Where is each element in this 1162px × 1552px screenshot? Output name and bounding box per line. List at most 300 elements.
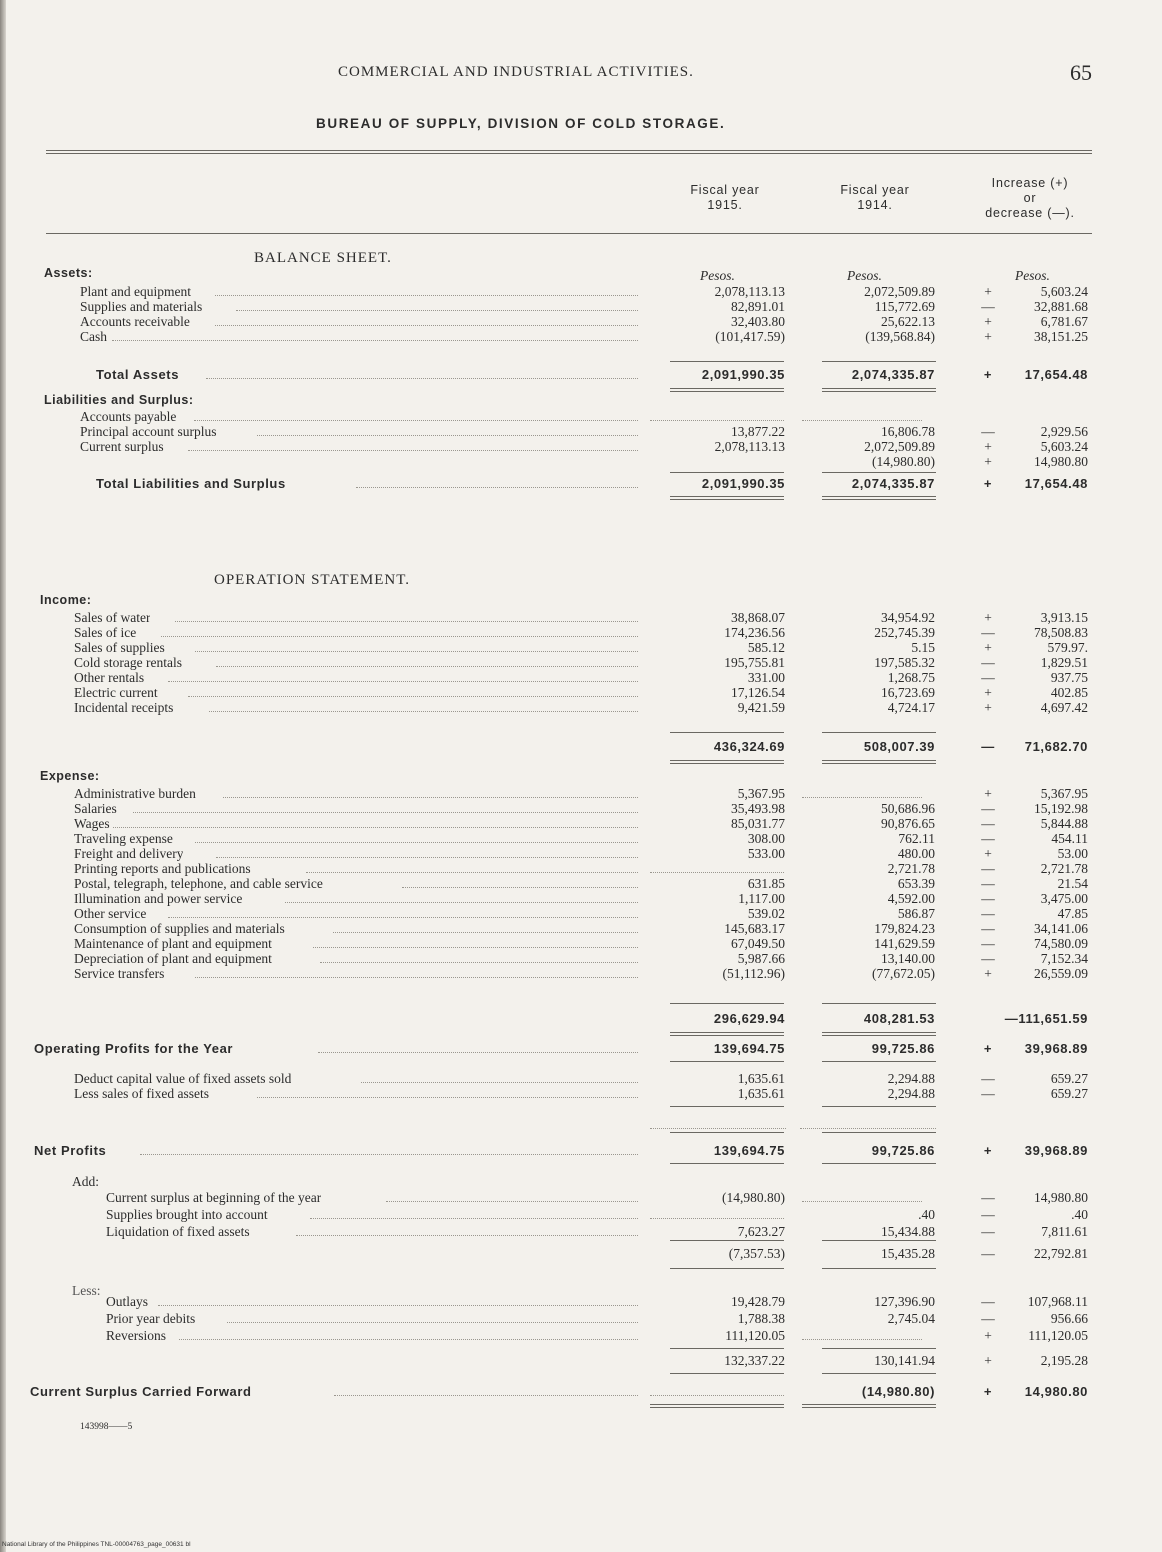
value-change: 402.85 [1050,685,1088,700]
value-change: 111,120.05 [1028,1328,1088,1343]
unit-1914: Pesos. [847,268,882,283]
empty-dots [802,1190,922,1202]
value-change: 956.66 [1050,1311,1088,1326]
operating-profits-1915: 139,694.75 [713,1041,785,1056]
leader-dots [257,1086,638,1098]
leader-dots [361,1071,638,1083]
less-rule-1915 [670,1348,784,1349]
value-change: 7,152.34 [1040,951,1088,966]
row-label: Cold storage rentals [74,655,182,670]
less-label: Less: [72,1283,101,1298]
change-sign: — [981,816,995,831]
row-label: Liquidation of fixed assets [106,1224,250,1239]
leader-dots [333,921,638,933]
leader-dots [112,329,638,341]
empty-dots [650,1207,784,1219]
value-1915: 17,126.54 [731,685,785,700]
total-assets-label: Total Assets [96,367,180,382]
change-sign: — [981,1207,995,1222]
carried-double-rule-1914 [802,1404,936,1408]
net-rule-1915 [670,1163,784,1164]
change-sign: — [981,1071,995,1086]
value-1915: 145,683.17 [724,921,785,936]
leader-dots [334,1384,638,1396]
value-1914: 15,434.88 [881,1224,935,1239]
net-profits-label: Net Profits [34,1143,107,1158]
income-total-1914: 508,007.39 [863,739,935,754]
change-sign: — [981,670,995,685]
change-sign: — [981,424,995,439]
value-1914: 90,876.65 [881,816,935,831]
leader-dots [194,409,638,421]
value-1914: 34,954.92 [881,610,935,625]
footer-code: 143998——5 [80,1422,133,1432]
value-1915: (51,112.96) [722,966,785,981]
table-row [0,891,1162,907]
value-1915: 111,120.05 [725,1328,785,1343]
row-label: Freight and delivery [74,846,184,861]
income-sum-rule-1914 [822,732,936,733]
leader-dots [140,1143,638,1155]
value-1915: 5,987.66 [737,951,785,966]
leader-dots [195,966,638,978]
value-change: 1,829.51 [1040,655,1088,670]
table-row [0,846,1162,862]
add-total-row [0,1246,1162,1262]
net-profits-1914: 99,725.86 [871,1143,935,1158]
total-liabilities-label: Total Liabilities and Surplus [96,476,286,491]
leader-dots [223,786,638,798]
leader-dots [188,685,638,697]
row-label: Current surplus at beginning of the year [106,1190,322,1205]
row-label: Traveling expense [74,831,173,846]
net-profits-sign: + [983,1143,993,1158]
value-1915: 631.85 [747,876,785,891]
total-liabilities-sign: + [983,476,993,491]
value-1915: 5,367.95 [737,786,785,801]
expense-total-1915: 296,629.94 [713,1011,785,1026]
leader-dots [161,625,638,637]
value-1914: 2,294.88 [887,1071,935,1086]
value-1915: 7,623.27 [737,1224,785,1239]
col-change-line1: Increase (+) [991,176,1069,190]
table-row [0,424,1162,440]
income-label: Income: [40,593,92,607]
value-1915: 308.00 [747,831,785,846]
change-sign: + [984,966,992,981]
value-1914: 197,585.32 [874,655,935,670]
row-label: Electric current [74,685,158,700]
leader-dots [113,816,639,828]
total-assets-1915: 2,091,990.35 [701,367,785,382]
value-1915: 32,403.80 [731,314,785,329]
less-total-change: 2,195.28 [1040,1353,1088,1368]
column-header-rule [46,233,1092,234]
leader-dots [179,1328,638,1340]
table-row [0,921,1162,937]
change-sign: — [981,951,995,966]
table-row [0,685,1162,701]
table-row [0,1086,1162,1102]
add-rule-1914 [822,1240,936,1241]
change-sign: — [981,876,995,891]
less-total-row [0,1353,1162,1369]
row-label: Cash [80,329,107,344]
change-sign: — [981,655,995,670]
table-row [0,1071,1162,1087]
add-total-1914: 15,435.28 [881,1246,935,1261]
leader-dots [320,951,639,963]
table-row [0,329,1162,345]
row-label: Sales of water [74,610,151,625]
change-sign: — [981,861,995,876]
net-profits-1915: 139,694.75 [713,1143,785,1158]
running-head: COMMERCIAL AND INDUSTRIAL ACTIVITIES. [338,64,694,80]
leader-dots [257,424,639,436]
value-1915: 2,078,113.13 [714,284,785,299]
value-1915: 19,428.79 [731,1294,785,1309]
table-row [0,861,1162,877]
liab-double-rule-1914 [822,496,936,500]
value-1914: 653.39 [897,876,935,891]
value-1915: 35,493.98 [731,801,785,816]
value-change: 5,603.24 [1040,284,1088,299]
table-row [0,876,1162,892]
change-sign: — [981,1190,995,1205]
income-double-rule-1914 [822,760,936,764]
row-label: Consumption of supplies and materials [74,921,285,936]
col-header-1915 [660,183,790,213]
row-label: Supplies and materials [80,299,203,314]
value-1915: 1,117.00 [738,891,785,906]
change-sign: + [984,329,992,344]
operating-profits-sign: + [983,1041,993,1056]
add-total-change: 22,792.81 [1034,1246,1088,1261]
deduct-rule-1915 [670,1106,784,1107]
assets-double-rule-1914 [822,388,936,392]
value-change: 32,881.68 [1034,299,1088,314]
empty-dots [650,409,784,421]
operation-statement-title: OPERATION STATEMENT. [214,572,411,588]
value-1914: 115,772.69 [874,299,935,314]
value-1915: 195,755.81 [724,655,785,670]
value-1915: 85,031.77 [731,816,785,831]
add-label: Add: [72,1174,99,1189]
income-total-change: 71,682.70 [1024,739,1088,754]
row-label: Less sales of fixed assets [74,1086,209,1101]
table-row [0,314,1162,330]
value-change: 15,192.98 [1034,801,1088,816]
table-row [0,1224,1162,1240]
value-change: 3,913.15 [1040,610,1088,625]
row-label: Outlays [106,1294,148,1309]
row-label: Sales of supplies [74,640,165,655]
liab-double-rule-1915 [670,496,784,500]
value-1914: 4,592.00 [887,891,935,906]
income-total-row [0,739,1162,755]
value-change: 5,603.24 [1040,439,1088,454]
operating-rule-1914 [822,1061,936,1062]
change-sign: — [981,936,995,951]
change-sign: — [981,831,995,846]
row-label: Service transfers [74,966,165,981]
add-total-1915: (7,357.53) [728,1246,785,1261]
change-sign: — [981,299,995,314]
col-1915-line1: Fiscal year [690,183,760,197]
value-1915: 1,635.61 [737,1086,785,1101]
row-label: Depreciation of plant and equipment [74,951,272,966]
value-1915: 174,236.56 [724,625,785,640]
row-label: Principal account surplus [80,424,217,439]
col-change-line2: or [1023,191,1037,205]
value-1914: 4,724.17 [887,700,935,715]
total-assets-sign: + [983,367,993,382]
value-change: 2,721.78 [1040,861,1088,876]
value-1915: 9,421.59 [737,700,785,715]
leader-dots [216,846,638,858]
value-change: 34,141.06 [1034,921,1088,936]
row-label: Other rentals [74,670,145,685]
value-change: 454.11 [1051,831,1088,846]
col-change-line3: decrease (—). [985,206,1075,220]
leader-dots [402,876,638,888]
table-row [0,284,1162,300]
operating-profits-change: 39,968.89 [1024,1041,1088,1056]
row-label: Accounts payable [80,409,177,424]
value-1914: .40 [918,1207,935,1222]
change-sign: + [984,685,992,700]
col-header-1914 [810,183,940,213]
value-1914: 50,686.96 [881,801,935,816]
row-label: Prior year debits [106,1311,196,1326]
value-change: 14,980.80 [1034,1190,1088,1205]
value-1914: 5.15 [911,640,935,655]
value-1915: (14,980.80) [722,1190,785,1205]
change-sign: + [984,439,992,454]
less-total-1915: 132,337.22 [724,1353,785,1368]
add-total-rule-1914 [822,1268,936,1269]
carried-forward-label: Current Surplus Carried Forward [30,1384,252,1399]
value-1914: 2,745.04 [887,1311,935,1326]
value-change: 5,367.95 [1040,786,1088,801]
change-sign: — [981,1086,995,1101]
change-sign: — [981,625,995,640]
value-change: 38,151.25 [1034,329,1088,344]
value-change: 26,559.09 [1034,966,1088,981]
col-header-change [960,176,1100,221]
table-row [0,936,1162,952]
value-change: 2,929.56 [1040,424,1088,439]
assets-double-rule-1915 [670,388,784,392]
leader-dots [195,640,638,652]
net-profits-change: 39,968.89 [1024,1143,1088,1158]
value-1915: 539.02 [747,906,785,921]
value-1915: 331.00 [747,670,785,685]
empty-dots-1914 [800,1117,936,1129]
value-1914: 141,629.59 [874,936,935,951]
leader-dots [236,299,638,311]
empty-dots [802,409,922,421]
leader-dots [195,831,638,843]
row-label: Printing reports and publications [74,861,251,876]
value-change: 579.97. [1047,640,1088,655]
value-1914: (14,980.80) [872,454,935,469]
unit-1915: Pesos. [700,268,735,283]
change-sign: + [984,314,992,329]
value-1915: (101,417.59) [715,329,785,344]
empty-dots-1915 [650,1384,784,1396]
net-profits-row [0,1143,1162,1159]
value-1915: 2,078,113.13 [714,439,785,454]
value-1915: 1,635.61 [737,1071,785,1086]
col-1914-line1: Fiscal year [840,183,910,197]
value-change: .40 [1071,1207,1088,1222]
value-1914: 16,723.69 [881,685,935,700]
row-label: Reversions [106,1328,166,1343]
less-total-1914: 130,141.94 [874,1353,935,1368]
less-total-rule-1915 [670,1373,784,1374]
liabilities-label: Liabilities and Surplus: [44,393,194,407]
change-sign: — [981,891,995,906]
row-label: Salaries [74,801,117,816]
leader-dots [175,610,638,622]
value-change: 659.27 [1050,1071,1088,1086]
change-sign: — [981,801,995,816]
row-label: Deduct capital value of fixed assets sold [74,1071,292,1086]
deduct-rule-1914 [822,1106,936,1107]
less-rule-1914 [822,1348,936,1349]
value-change: 47.85 [1057,906,1088,921]
change-sign: + [984,700,992,715]
add-total-sign: — [981,1246,995,1261]
leader-dots [285,891,638,903]
change-sign: — [981,1224,995,1239]
net-rule-1914 [822,1163,936,1164]
table-row [0,439,1162,455]
carried-forward-row [0,1384,1162,1400]
value-1914: 13,140.00 [881,951,935,966]
leader-dots [209,700,638,712]
row-label: Supplies brought into account [106,1207,268,1222]
leader-dots [313,936,638,948]
value-1915: 82,891.01 [731,299,785,314]
operating-rule-1915 [670,1061,784,1062]
leader-dots [296,1224,638,1236]
row-label: Sales of ice [74,625,137,640]
value-change: 937.75 [1050,670,1088,685]
value-1915: 38,868.07 [731,610,785,625]
value-1914: 127,396.90 [874,1294,935,1309]
carried-forward-change: 14,980.80 [1024,1384,1088,1399]
row-label: Other service [74,906,147,921]
table-row [0,700,1162,716]
expense-sum-rule-1915 [670,1003,784,1004]
table-row [0,1311,1162,1327]
value-1914: 2,721.78 [887,861,935,876]
table-row [0,299,1162,315]
row-label: Current surplus [80,439,164,454]
change-sign: — [981,1294,995,1309]
liab-sum-rule-1915 [670,472,784,473]
change-sign: + [984,610,992,625]
change-sign: + [984,846,992,861]
income-sum-rule-1915 [670,732,784,733]
row-label: Accounts receivable [80,314,190,329]
table-row [0,951,1162,967]
carried-double-rule-1915 [650,1404,784,1408]
total-assets-row [0,367,1162,383]
table-row [0,670,1162,686]
table-row [0,625,1162,641]
change-sign: + [984,786,992,801]
page-subtitle: BUREAU OF SUPPLY, DIVISION OF COLD STORAGE. [316,116,726,131]
total-liabilities-1915: 2,091,990.35 [701,476,785,491]
operating-profits-row [0,1041,1162,1057]
table-row [0,1294,1162,1310]
table-row [0,816,1162,832]
value-1915: 67,049.50 [731,936,785,951]
leader-dots [386,1190,638,1202]
value-change: 659.27 [1050,1086,1088,1101]
expense-sum-rule-1914 [822,1003,936,1004]
value-change: 21.54 [1057,876,1088,891]
total-assets-change: 17,654.48 [1024,367,1088,382]
value-1914: 252,745.39 [874,625,935,640]
change-sign: + [984,454,992,469]
value-change: 6,781.67 [1040,314,1088,329]
balance-sheet-title: BALANCE SHEET. [254,250,392,266]
leader-dots [227,1311,638,1323]
value-change: 3,475.00 [1040,891,1088,906]
empty-dots [802,786,922,798]
total-assets-1914: 2,074,335.87 [851,367,935,382]
table-row [0,801,1162,817]
leader-dots [168,906,638,918]
leader-dots [158,1294,638,1306]
table-row [0,1207,1162,1223]
assets-sum-rule-1915 [670,361,784,362]
col-1914-line2: 1914. [857,198,893,212]
value-1914: (77,672.05) [872,966,935,981]
empty-dots [650,861,784,873]
value-1914: 1,268.75 [887,670,935,685]
table-row [0,655,1162,671]
value-1914: 762.11 [898,831,935,846]
empty-dots [802,1328,922,1340]
expense-double-rule-1914 [822,1032,936,1036]
add-rule-1915 [670,1240,784,1241]
units-row [0,268,1162,284]
leader-dots [306,861,638,873]
table-row [0,610,1162,626]
leader-dots [318,1041,638,1053]
row-label: Maintenance of plant and equipment [74,936,272,951]
less-total-rule-1914 [822,1373,936,1374]
change-sign: — [981,921,995,936]
value-change: 5,844.88 [1040,816,1088,831]
change-sign: + [984,284,992,299]
value-1914: 2,294.88 [887,1086,935,1101]
value-change: 4,697.42 [1040,700,1088,715]
value-1914: 586.87 [897,906,935,921]
value-1914: 25,622.13 [881,314,935,329]
total-liabilities-row [0,476,1162,492]
operating-profits-label: Operating Profits for the Year [34,1041,234,1056]
empty-dots-1915 [650,1117,786,1129]
add-total-rule-1915 [670,1268,784,1269]
value-change: 107,968.11 [1027,1294,1088,1309]
change-sign: + [984,1328,992,1343]
